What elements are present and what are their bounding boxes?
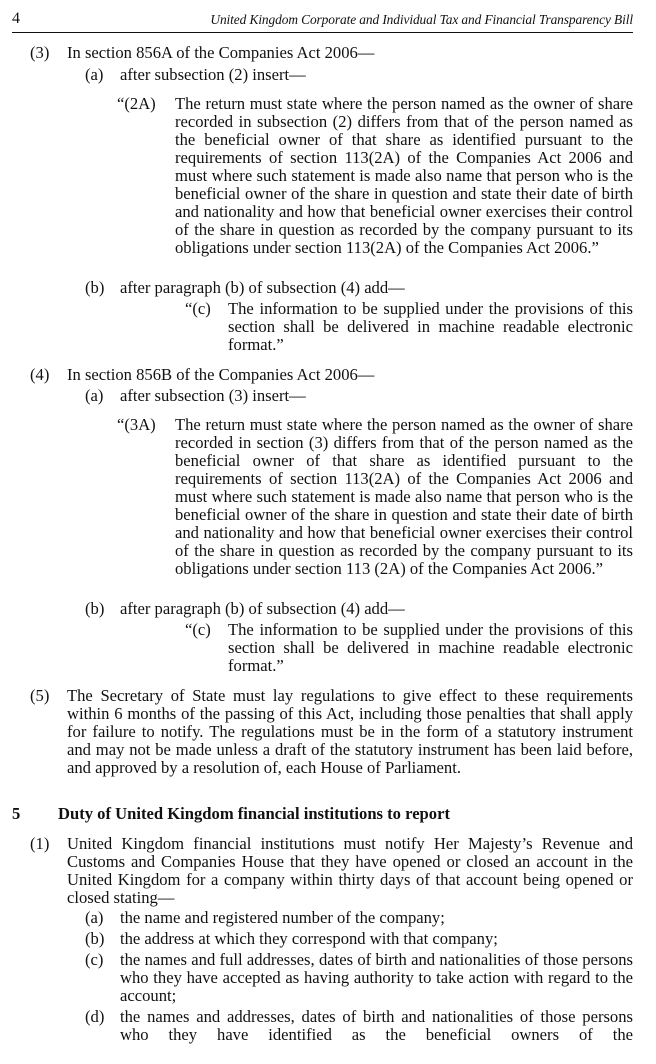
paragraph-text: after subsection (2) insert— [120,65,306,84]
list-item-label: (b) [85,929,105,948]
inserted-text: The return must state where the person named as the owner of share recorded in subsection (2) differs from that of the person named as the beneficial owner of that share as identified pursuant to the requirements of section 113(2A) of the Companies Act 2006 and must where such statement is made also name that person who is the beneficial owner of the share in question and state their date of birth and nationality and how that beneficial owner exercises their control of the share in question as recorded by the company pursuant to its obligations under section 113(2A) of the Companies Act 2006.” [175,94,633,257]
list-item-label: (c) [85,950,104,969]
list-item-text: the address at which they correspond with that company; [120,929,498,948]
page-number: 4 [12,10,20,27]
inserted-text: The return must state where the person named as the owner of share recorded in section (3) differs from that of the person named as the beneficial owner of that share as identified pursuant to the requirements of section 113(2A) of the Companies Act 2006 and must where such statement is made also name that person who is the beneficial owner of the share in question and state their date of birth and nationality and how that beneficial owner exercises their control of the share in question as recorded by the company pursuant to its obligations under section 113 (2A) of the Companies Act 2006.” [175,415,633,578]
list-item-label: (d) [85,1007,105,1026]
section-heading: Duty of United Kingdom financial institutions to report [58,804,450,823]
paragraph-label: (a) [85,386,104,405]
subsection-text: In section 856B of the Companies Act 2006— [67,365,375,384]
list-item-text: the names and full addresses, dates of birth and nationalities of those persons who they have accepted as having authority to take action with regard to the account; [120,950,633,1005]
insert-label: “(3A) [117,415,156,434]
paragraph-text: after paragraph (b) of subsection (4) add— [120,278,405,297]
paragraph-label: (b) [85,599,105,618]
insert-label: “(c) [185,620,211,639]
inserted-text: The information to be supplied under the provisions of this section shall be delivered in machine readable electronic format.” [228,620,633,675]
subsection-label: (4) [30,365,50,384]
subsection-text: The Secretary of State must lay regulations to give effect to these requirements within 6 months of the passing of this Act, including those penalties that shall apply for failure to notify. The regulations must be in the form of a statutory instrument and may not be made unless a draft of the statutory instrument has been laid before, and approved by a resolution of, each House of Parliament. [67,686,633,777]
insert-label: “(2A) [117,94,156,113]
section-number: 5 [12,804,21,823]
list-item-text: the name and registered number of the company; [120,908,445,927]
subsection-text: In section 856A of the Companies Act 2006— [67,43,375,62]
paragraph-label: (b) [85,278,105,297]
paragraph-label: (a) [85,65,104,84]
page-header [12,8,633,33]
subsection-label: (3) [30,43,50,62]
running-title: United Kingdom Corporate and Individual Tax and Financial Transparency Bill [210,12,633,27]
insert-label: “(c) [185,299,211,318]
subsection-label: (5) [30,686,50,705]
paragraph-text: after paragraph (b) of subsection (4) add— [120,599,405,618]
inserted-text: The information to be supplied under the provisions of this section shall be delivered in machine readable electronic format.” [228,299,633,354]
subsection-label: (1) [30,834,50,853]
paragraph-text: after subsection (3) insert— [120,386,306,405]
list-item-text: the names and addresses, dates of birth and nationalities of those persons who they have identified as the beneficial owners of the [120,1007,633,1044]
subsection-text: United Kingdom financial institutions must notify Her Majesty’s Revenue and Customs and Companies House that they have opened or closed an account in the United Kingdom for a company within thirty days of that account being opened or closed stating— [67,834,633,907]
list-item-label: (a) [85,908,104,927]
